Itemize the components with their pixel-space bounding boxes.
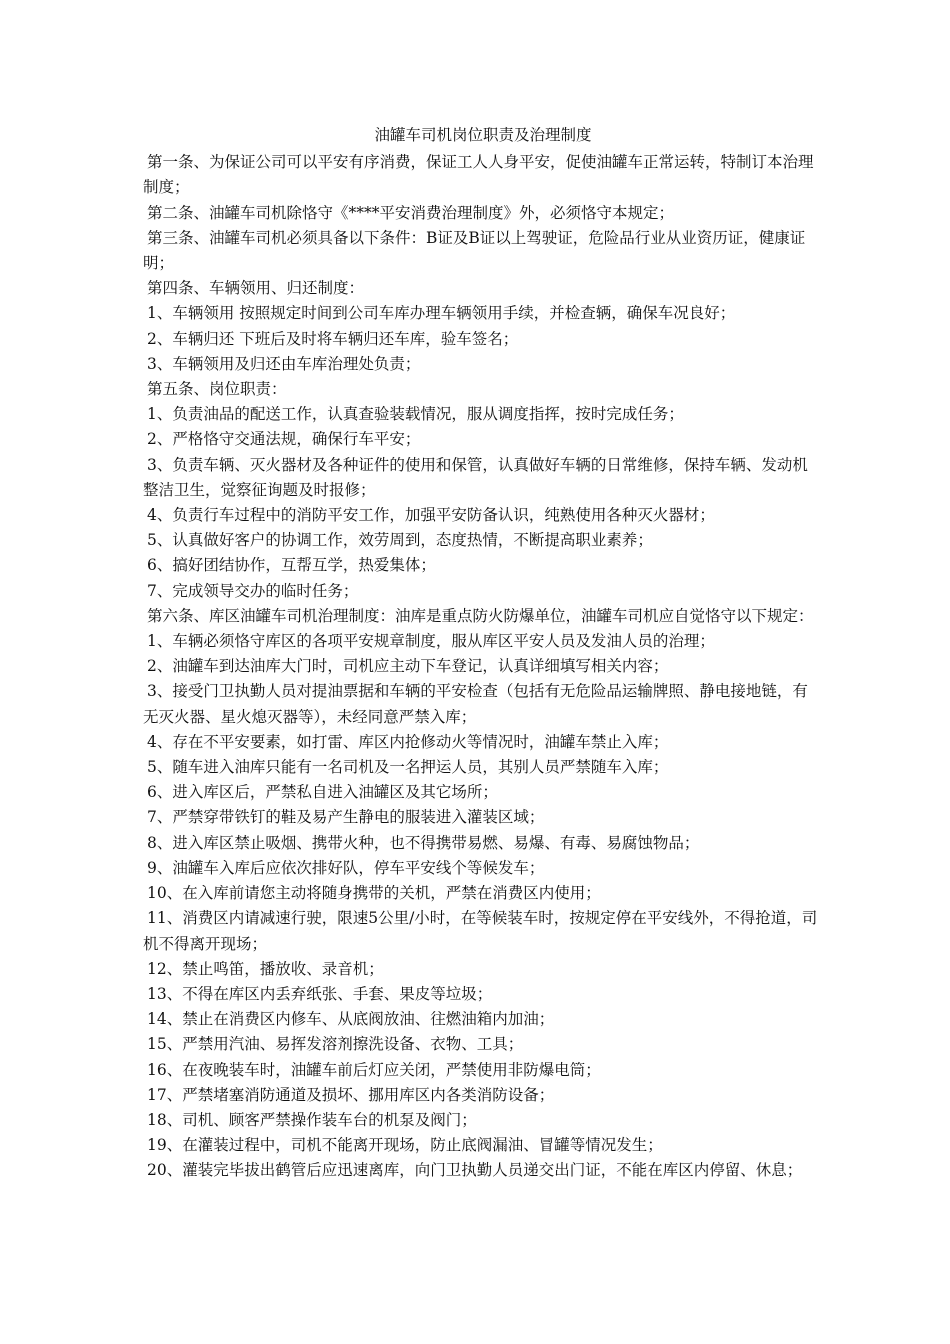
document-paragraph: 9、油罐车入库后应依次排好队，停车平安线个等候发车； [147, 858, 545, 877]
document-paragraph: 6、进入库区后，严禁私自进入油罐区及其它场所； [147, 783, 498, 802]
document-paragraph: 8、进入库区禁止吸烟、携带火种，也不得携带易燃、易爆、有毒、易腐蚀物品； [147, 833, 700, 852]
document-paragraph: 4、负责行车过程中的消防平安工作，加强平安防备认识，纯熟使用各种灭火器材； [147, 506, 715, 525]
document-paragraph: 第六条、库区油罐车司机治理制度：油库是重点防火防爆单位，油罐车司机应自觉恪守以下规定： [147, 606, 814, 625]
document-paragraph: 第一条、为保证公司可以平安有序消费，保证工人人身平安，促使油罐车正常运转，特制订本治理制度； [143, 153, 814, 197]
document-paragraph: 11、消费区内请减速行驶，限速5公里/小时，在等候装车时，按规定停在平安线外，不得抢道，司机不得离开现场； [143, 909, 818, 953]
document-paragraph: 18、司机、顾客严禁操作装车台的机泵及阀门； [147, 1110, 477, 1129]
document-paragraph: 15、严禁用汽油、易挥发溶剂擦洗设备、衣物、工具； [147, 1035, 524, 1054]
document-paragraph: 10、在入库前请您主动将随身携带的关机，严禁在消费区内使用； [147, 884, 601, 903]
document-paragraph: 1、负责油品的配送工作，认真查验装载情况，服从调度指挥，按时完成任务； [147, 405, 684, 424]
document-paragraph: 16、在夜晚装车时，油罐车前后灯应关闭，严禁使用非防爆电筒； [147, 1060, 601, 1079]
document-paragraph: 第四条、车辆领用、归还制度： [147, 279, 365, 298]
document-paragraph: 19、在灌装过程中，司机不能离开现场，防止底阀漏油、冒罐等情况发生； [147, 1136, 663, 1155]
document-paragraph: 5、认真做好客户的协调工作，效劳周到，态度热情，不断提高职业素养； [147, 531, 653, 550]
document-paragraph: 14、禁止在消费区内修车、从底阀放油、往燃油箱内加油； [147, 1010, 555, 1029]
document-paragraph: 1、车辆必须恪守库区的各项平安规章制度，服从库区平安人员及发油人员的治理； [147, 632, 715, 651]
document-paragraph: 第五条、岗位职责： [147, 380, 287, 399]
document-paragraph: 4、存在不平安要素，如打雷、库区内抢修动火等情况时，油罐车禁止入库； [147, 732, 669, 751]
document-paragraph: 17、严禁堵塞消防通道及损坏、挪用库区内各类消防设备； [147, 1085, 555, 1104]
paragraph-list [143, 150, 823, 1183]
document-paragraph: 3、车辆领用及归还由车库治理处负责； [147, 354, 421, 373]
document-paragraph: 2、车辆归还 下班后及时将车辆归还车库，验车签名； [147, 329, 519, 348]
document-paragraph: 12、禁止鸣笛，播放收、录音机； [147, 959, 384, 978]
document-paragraph: 13、不得在库区内丢弃纸张、手套、果皮等垃圾； [147, 984, 493, 1003]
document-body [143, 120, 823, 1184]
document-paragraph: 6、搞好团结协作，互帮互学，热爱集体； [147, 556, 436, 575]
document-paragraph: 7、完成领导交办的临时任务； [147, 581, 359, 600]
document-title: 油罐车司机岗位职责及治理制度 [374, 126, 592, 144]
document-paragraph: 第三条、油罐车司机必须具备以下条件：B证及B证以上驾驶证，危险品行业从业资历证，健康证明； [143, 228, 806, 273]
document-paragraph: 7、严禁穿带铁钉的鞋及易产生静电的服装进入灌装区域； [147, 808, 545, 827]
document-paragraph: 1、车辆领用 按照规定时间到公司车库办理车辆领用手续，并检查辆，确保车况良好； [147, 304, 736, 323]
document-paragraph: 3、接受门卫执勤人员对提油票据和车辆的平安检查（包括有无危险品运输牌照、静电接地链，有无灭火器、星火熄灭器等），未经同意严禁入库； [143, 682, 808, 726]
document-paragraph: 2、油罐车到达油库大门时，司机应主动下车登记，认真详细填写相关内容； [147, 657, 669, 676]
document-paragraph: 2、严格恪守交通法规，确保行车平安； [147, 430, 421, 449]
document-paragraph: 第二条、油罐车司机除恪守《****平安消费治理制度》外，必须恪守本规定； [147, 203, 675, 222]
document-paragraph: 3、负责车辆、灭火器材及各种证件的使用和保管，认真做好车辆的日常维修，保持车辆、发动机整洁卫生，觉察征询题及时报修； [143, 455, 808, 499]
document-paragraph: 5、随车进入油库只能有一名司机及一名押运人员，其别人员严禁随车入库； [147, 758, 669, 777]
document-paragraph: 20、灌装完毕拔出鹤管后应迅速离库，向门卫执勤人员递交出门证，不能在库区内停留、休息； [147, 1161, 803, 1180]
